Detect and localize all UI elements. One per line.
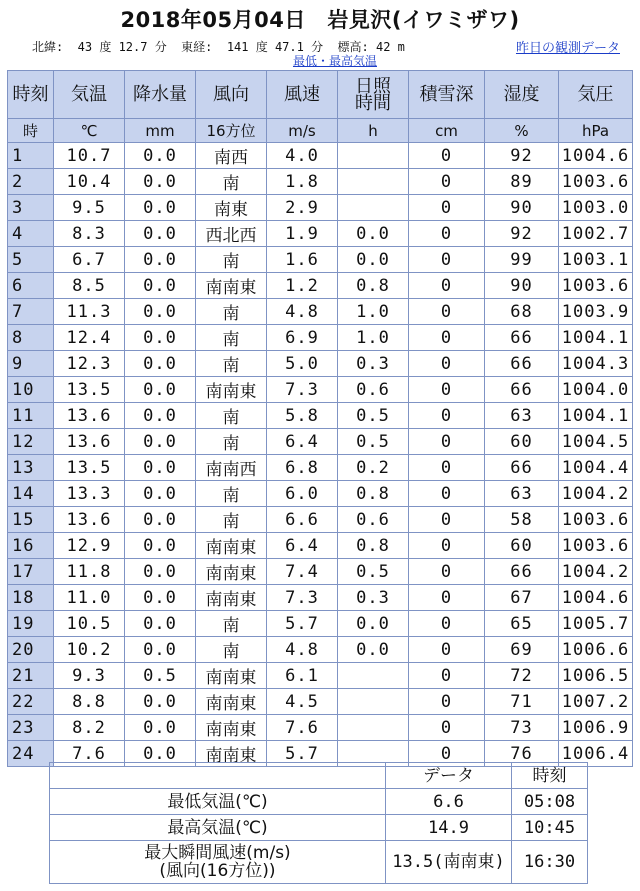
cell-sunshine: 0.3 (338, 351, 409, 377)
cell-precipitation: 0.5 (125, 663, 196, 689)
table-row (8, 455, 633, 481)
cell-wind-direction: 南南東 (196, 741, 267, 767)
cell-wind-direction: 南南東 (196, 377, 267, 403)
cell-wind-direction: 西北西 (196, 221, 267, 247)
unit-pressure: hPa (559, 119, 633, 143)
cell-wind-speed: 7.3 (267, 585, 338, 611)
cell-snow-depth: 0 (409, 689, 485, 715)
table-row (8, 247, 633, 273)
cell-temperature: 12.3 (54, 351, 125, 377)
cell-snow-depth: 0 (409, 455, 485, 481)
cell-precipitation: 0.0 (125, 247, 196, 273)
cell-temperature: 12.4 (54, 325, 125, 351)
cell-humidity: 66 (485, 455, 559, 481)
cell-humidity: 60 (485, 429, 559, 455)
table-row (8, 611, 633, 637)
cell-hour: 3 (8, 195, 54, 221)
cell-snow-depth: 0 (409, 611, 485, 637)
cell-precipitation: 0.0 (125, 351, 196, 377)
cell-sunshine: 1.0 (338, 299, 409, 325)
summary-label: 最高気温(℃) (50, 815, 386, 841)
table-row (8, 689, 633, 715)
station-coordinates: 北緯: 43 度 12.7 分 東経: 141 度 47.1 分 標高: 42 m (32, 40, 405, 54)
cell-sunshine: 0.5 (338, 429, 409, 455)
cell-snow-depth: 0 (409, 585, 485, 611)
cell-humidity: 63 (485, 403, 559, 429)
cell-hour: 11 (8, 403, 54, 429)
cell-hour: 20 (8, 637, 54, 663)
cell-pressure: 1003.6 (559, 507, 633, 533)
cell-snow-depth: 0 (409, 741, 485, 767)
cell-pressure: 1004.5 (559, 429, 633, 455)
cell-snow-depth: 0 (409, 299, 485, 325)
cell-hour: 18 (8, 585, 54, 611)
cell-snow-depth: 0 (409, 351, 485, 377)
cell-pressure: 1003.1 (559, 247, 633, 273)
cell-wind-direction: 南南東 (196, 689, 267, 715)
table-row (8, 351, 633, 377)
summary-label-line2: (風向(16方位)) (159, 861, 276, 881)
unit-wind-direction: 16方位 (196, 119, 267, 143)
cell-sunshine: 0.5 (338, 403, 409, 429)
summary-value: 13.5(南南東) (386, 841, 512, 884)
cell-hour: 24 (8, 741, 54, 767)
summary-label-line1: 最大瞬間風速(m/s) (144, 843, 291, 863)
cell-wind-speed: 4.8 (267, 299, 338, 325)
cell-precipitation: 0.0 (125, 169, 196, 195)
cell-wind-direction: 南 (196, 611, 267, 637)
cell-pressure: 1006.9 (559, 715, 633, 741)
cell-temperature: 8.2 (54, 715, 125, 741)
table-row (8, 533, 633, 559)
summary-header-row (50, 763, 588, 789)
cell-snow-depth: 0 (409, 273, 485, 299)
cell-sunshine: 1.0 (338, 325, 409, 351)
cell-sunshine: 0.0 (338, 611, 409, 637)
summary-label-header (50, 763, 386, 789)
table-row (8, 325, 633, 351)
cell-sunshine: 0.5 (338, 559, 409, 585)
cell-wind-speed: 1.2 (267, 273, 338, 299)
cell-humidity: 66 (485, 559, 559, 585)
cell-wind-speed: 5.0 (267, 351, 338, 377)
cell-wind-direction: 南南東 (196, 273, 267, 299)
header-sunshine: 日照時間 (338, 71, 409, 119)
table-row (8, 299, 633, 325)
cell-precipitation: 0.0 (125, 481, 196, 507)
cell-wind-speed: 2.9 (267, 195, 338, 221)
cell-wind-direction: 南 (196, 247, 267, 273)
cell-precipitation: 0.0 (125, 325, 196, 351)
cell-humidity: 90 (485, 195, 559, 221)
cell-wind-speed: 1.8 (267, 169, 338, 195)
cell-precipitation: 0.0 (125, 637, 196, 663)
unit-wind-speed: m/s (267, 119, 338, 143)
cell-hour: 14 (8, 481, 54, 507)
cell-wind-direction: 南 (196, 169, 267, 195)
summary-data-header: データ (386, 763, 512, 789)
cell-humidity: 89 (485, 169, 559, 195)
cell-precipitation: 0.0 (125, 195, 196, 221)
cell-sunshine (338, 715, 409, 741)
summary-time: 16:30 (512, 841, 588, 884)
cell-hour: 23 (8, 715, 54, 741)
cell-temperature: 10.4 (54, 169, 125, 195)
summary-time: 10:45 (512, 815, 588, 841)
cell-temperature: 10.5 (54, 611, 125, 637)
table-row (8, 715, 633, 741)
cell-sunshine (338, 169, 409, 195)
cell-sunshine: 0.3 (338, 585, 409, 611)
cell-sunshine (338, 195, 409, 221)
cell-humidity: 76 (485, 741, 559, 767)
cell-humidity: 72 (485, 663, 559, 689)
hourly-observation-table (7, 70, 633, 767)
cell-hour: 12 (8, 429, 54, 455)
cell-temperature: 13.6 (54, 429, 125, 455)
cell-pressure: 1004.6 (559, 585, 633, 611)
unit-humidity: % (485, 119, 559, 143)
cell-wind-direction: 南南西 (196, 455, 267, 481)
cell-humidity: 71 (485, 689, 559, 715)
table-row (8, 221, 633, 247)
unit-header-row (8, 119, 633, 143)
cell-temperature: 11.0 (54, 585, 125, 611)
cell-temperature: 9.5 (54, 195, 125, 221)
cell-snow-depth: 0 (409, 663, 485, 689)
daily-summary-table (49, 762, 588, 884)
cell-temperature: 13.6 (54, 507, 125, 533)
cell-sunshine: 0.6 (338, 507, 409, 533)
cell-temperature: 11.8 (54, 559, 125, 585)
cell-snow-depth: 0 (409, 481, 485, 507)
cell-hour: 22 (8, 689, 54, 715)
cell-sunshine: 0.2 (338, 455, 409, 481)
header-hour: 時刻 (8, 71, 54, 119)
header-pressure: 気圧 (559, 71, 633, 119)
cell-precipitation: 0.0 (125, 611, 196, 637)
cell-wind-direction: 南 (196, 507, 267, 533)
cell-hour: 5 (8, 247, 54, 273)
cell-pressure: 1003.9 (559, 299, 633, 325)
cell-hour: 17 (8, 559, 54, 585)
cell-hour: 15 (8, 507, 54, 533)
cell-precipitation: 0.0 (125, 455, 196, 481)
table-row (8, 481, 633, 507)
cell-hour: 4 (8, 221, 54, 247)
cell-wind-direction: 南 (196, 325, 267, 351)
summary-row-min-temp (50, 789, 588, 815)
cell-pressure: 1002.7 (559, 221, 633, 247)
unit-hour: 時 (8, 119, 54, 143)
cell-temperature: 10.7 (54, 143, 125, 169)
cell-temperature: 7.6 (54, 741, 125, 767)
cell-humidity: 58 (485, 507, 559, 533)
cell-pressure: 1004.2 (559, 481, 633, 507)
header-precipitation: 降水量 (125, 71, 196, 119)
previous-day-link[interactable]: 昨日の観測データ (515, 41, 620, 56)
cell-precipitation: 0.0 (125, 689, 196, 715)
cell-sunshine (338, 689, 409, 715)
cell-wind-speed: 5.7 (267, 611, 338, 637)
cell-wind-direction: 南南東 (196, 585, 267, 611)
cell-pressure: 1004.0 (559, 377, 633, 403)
header-wind-direction: 風向 (196, 71, 267, 119)
table-row (8, 273, 633, 299)
cell-temperature: 12.9 (54, 533, 125, 559)
cell-humidity: 68 (485, 299, 559, 325)
cell-snow-depth: 0 (409, 429, 485, 455)
cell-sunshine: 0.6 (338, 377, 409, 403)
cell-temperature: 10.2 (54, 637, 125, 663)
cell-pressure: 1004.1 (559, 325, 633, 351)
cell-snow-depth: 0 (409, 195, 485, 221)
cell-wind-speed: 4.5 (267, 689, 338, 715)
cell-wind-direction: 南南東 (196, 715, 267, 741)
cell-wind-direction: 南西 (196, 143, 267, 169)
cell-pressure: 1006.6 (559, 637, 633, 663)
cell-pressure: 1003.6 (559, 169, 633, 195)
cell-wind-direction: 南 (196, 429, 267, 455)
cell-hour: 13 (8, 455, 54, 481)
cell-pressure: 1006.4 (559, 741, 633, 767)
table-row (8, 169, 633, 195)
cell-temperature: 13.6 (54, 403, 125, 429)
cell-wind-speed: 4.8 (267, 637, 338, 663)
cell-precipitation: 0.0 (125, 273, 196, 299)
cell-hour: 7 (8, 299, 54, 325)
cell-snow-depth: 0 (409, 533, 485, 559)
cell-wind-direction: 南南東 (196, 559, 267, 585)
summary-label: 最低気温(℃) (50, 789, 386, 815)
cell-wind-speed: 7.6 (267, 715, 338, 741)
cell-hour: 16 (8, 533, 54, 559)
cell-temperature: 11.3 (54, 299, 125, 325)
cell-sunshine: 0.8 (338, 481, 409, 507)
cell-pressure: 1003.6 (559, 273, 633, 299)
table-row (8, 663, 633, 689)
cell-wind-speed: 5.8 (267, 403, 338, 429)
cell-humidity: 60 (485, 533, 559, 559)
unit-snow-depth: cm (409, 119, 485, 143)
cell-precipitation: 0.0 (125, 429, 196, 455)
cell-pressure: 1004.2 (559, 559, 633, 585)
cell-wind-speed: 6.4 (267, 429, 338, 455)
unit-precipitation: mm (125, 119, 196, 143)
table-row (8, 429, 633, 455)
cell-temperature: 8.8 (54, 689, 125, 715)
cell-humidity: 92 (485, 221, 559, 247)
cell-snow-depth: 0 (409, 403, 485, 429)
cell-pressure: 1006.5 (559, 663, 633, 689)
hourly-rows (8, 143, 633, 767)
cell-pressure: 1004.3 (559, 351, 633, 377)
cell-precipitation: 0.0 (125, 143, 196, 169)
cell-humidity: 63 (485, 481, 559, 507)
cell-hour: 9 (8, 351, 54, 377)
cell-sunshine (338, 663, 409, 689)
cell-pressure: 1004.6 (559, 143, 633, 169)
cell-temperature: 13.5 (54, 377, 125, 403)
table-row (8, 507, 633, 533)
cell-wind-direction: 南 (196, 299, 267, 325)
header-temperature: 気温 (54, 71, 125, 119)
cell-humidity: 66 (485, 377, 559, 403)
cell-precipitation: 0.0 (125, 403, 196, 429)
cell-wind-speed: 6.9 (267, 325, 338, 351)
cell-wind-speed: 1.6 (267, 247, 338, 273)
cell-humidity: 66 (485, 325, 559, 351)
cell-hour: 6 (8, 273, 54, 299)
cell-sunshine: 0.8 (338, 533, 409, 559)
cell-pressure: 1003.0 (559, 195, 633, 221)
cell-wind-speed: 7.3 (267, 377, 338, 403)
cell-wind-speed: 6.8 (267, 455, 338, 481)
header-snow-depth: 積雪深 (409, 71, 485, 119)
summary-row-max-gust (50, 841, 588, 884)
unit-sunshine: h (338, 119, 409, 143)
cell-temperature: 9.3 (54, 663, 125, 689)
cell-sunshine: 0.8 (338, 273, 409, 299)
cell-wind-speed: 6.1 (267, 663, 338, 689)
cell-snow-depth: 0 (409, 169, 485, 195)
cell-temperature: 13.3 (54, 481, 125, 507)
table-row (8, 585, 633, 611)
cell-sunshine: 0.0 (338, 247, 409, 273)
cell-hour: 2 (8, 169, 54, 195)
cell-sunshine (338, 143, 409, 169)
cell-precipitation: 0.0 (125, 533, 196, 559)
cell-precipitation: 0.0 (125, 377, 196, 403)
page-title: 2018年05月04日 岩見沢(イワミザワ) (120, 8, 520, 32)
cell-hour: 10 (8, 377, 54, 403)
cell-sunshine: 0.0 (338, 637, 409, 663)
cell-pressure: 1005.7 (559, 611, 633, 637)
cell-humidity: 99 (485, 247, 559, 273)
cell-snow-depth: 0 (409, 143, 485, 169)
cell-precipitation: 0.0 (125, 507, 196, 533)
table-row (8, 195, 633, 221)
cell-temperature: 8.5 (54, 273, 125, 299)
cell-precipitation: 0.0 (125, 559, 196, 585)
table-row (8, 377, 633, 403)
cell-pressure: 1004.1 (559, 403, 633, 429)
cell-wind-direction: 南 (196, 481, 267, 507)
cell-humidity: 65 (485, 611, 559, 637)
cell-wind-speed: 6.4 (267, 533, 338, 559)
cell-precipitation: 0.0 (125, 715, 196, 741)
cell-temperature: 6.7 (54, 247, 125, 273)
cell-humidity: 73 (485, 715, 559, 741)
summary-value: 6.6 (386, 789, 512, 815)
cell-snow-depth: 0 (409, 507, 485, 533)
cell-precipitation: 0.0 (125, 741, 196, 767)
cell-wind-speed: 4.0 (267, 143, 338, 169)
header-humidity: 湿度 (485, 71, 559, 119)
cell-hour: 21 (8, 663, 54, 689)
cell-temperature: 13.5 (54, 455, 125, 481)
cell-snow-depth: 0 (409, 715, 485, 741)
cell-pressure: 1003.6 (559, 533, 633, 559)
cell-wind-speed: 5.7 (267, 741, 338, 767)
cell-wind-direction: 南 (196, 403, 267, 429)
cell-snow-depth: 0 (409, 559, 485, 585)
cell-pressure: 1007.2 (559, 689, 633, 715)
cell-temperature: 8.3 (54, 221, 125, 247)
cell-snow-depth: 0 (409, 377, 485, 403)
cell-precipitation: 0.0 (125, 299, 196, 325)
cell-wind-speed: 6.6 (267, 507, 338, 533)
cell-humidity: 67 (485, 585, 559, 611)
cell-humidity: 92 (485, 143, 559, 169)
cell-snow-depth: 0 (409, 247, 485, 273)
header-wind-speed: 風速 (267, 71, 338, 119)
table-row (8, 403, 633, 429)
cell-wind-speed: 1.9 (267, 221, 338, 247)
cell-precipitation: 0.0 (125, 585, 196, 611)
cell-humidity: 66 (485, 351, 559, 377)
cell-hour: 8 (8, 325, 54, 351)
summary-time-header: 時刻 (512, 763, 588, 789)
cell-humidity: 69 (485, 637, 559, 663)
cell-hour: 1 (8, 143, 54, 169)
table-row (8, 559, 633, 585)
cell-snow-depth: 0 (409, 637, 485, 663)
cell-sunshine: 0.0 (338, 221, 409, 247)
summary-label (50, 841, 386, 884)
cell-wind-direction: 南南東 (196, 663, 267, 689)
summary-value: 14.9 (386, 815, 512, 841)
table-row (8, 143, 633, 169)
cell-wind-direction: 南 (196, 351, 267, 377)
cell-precipitation: 0.0 (125, 221, 196, 247)
summary-time: 05:08 (512, 789, 588, 815)
cell-wind-direction: 南南東 (196, 533, 267, 559)
cell-snow-depth: 0 (409, 325, 485, 351)
cell-humidity: 90 (485, 273, 559, 299)
cell-pressure: 1004.4 (559, 455, 633, 481)
cell-wind-direction: 南東 (196, 195, 267, 221)
cell-wind-speed: 6.0 (267, 481, 338, 507)
cell-hour: 19 (8, 611, 54, 637)
cell-wind-direction: 南 (196, 637, 267, 663)
table-row (8, 637, 633, 663)
summary-row-max-temp (50, 815, 588, 841)
cell-snow-depth: 0 (409, 221, 485, 247)
unit-temperature: ℃ (54, 119, 125, 143)
cell-wind-speed: 7.4 (267, 559, 338, 585)
column-header-row (8, 71, 633, 119)
min-max-temperature-link[interactable]: 最低・最高気温 (292, 54, 377, 68)
